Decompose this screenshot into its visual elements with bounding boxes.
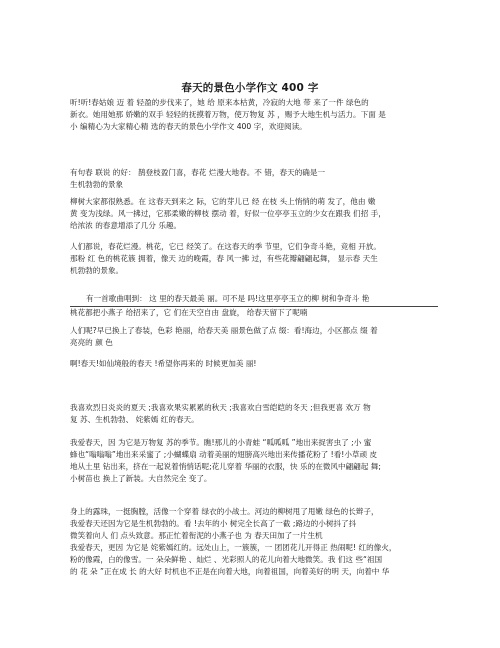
text-line: 地从土里 钻出来，挤在一起说着悄悄话呢;花儿穿着 华丽的衣服，快 乐的在微风中翩翩起 舞; — [70, 462, 381, 471]
text-line: 复 苏、生机勃勃、 姹紫嫣 红的春天。 — [70, 415, 199, 424]
intro-paragraph — [70, 97, 438, 133]
paragraph-9 — [70, 506, 438, 578]
text-line: 我爱春天，更因 为它是 姹紫嫣红的。远处山上，一簇簇，一 团团花儿开得正 热闹呢! 红的像火， — [70, 543, 397, 552]
text-line: 人们都说，春花烂漫。桃花，它已 经笑了。在这春天的季 节里，它们争奇斗艳，竞相 开放。 — [70, 242, 381, 251]
text-line: 听!听!春姑娘 迈 着 轻盈的步伐来了，她 给 原来本枯黄，冷寂的大地 带 来了一件 绿色的 — [70, 98, 369, 107]
paragraph-1 — [70, 167, 438, 191]
paragraph-3 — [70, 241, 438, 277]
text-line: 小树苗也 换上了新装。大自然完全 变了。 — [70, 474, 212, 483]
paragraph-5 — [70, 325, 438, 349]
text-line: 我爱春天，因 为它是万物复 苏的季节。瞧!那儿的小青蛙 “呱呱呱 ”地出来捉害虫了 ;小 蜜 — [70, 438, 372, 447]
paragraph-7 — [70, 402, 438, 426]
text-line: 生机勃勃的景象 — [70, 180, 124, 189]
text-line: 人们呢?早已换上了春装，色彩 艳丽，给春天美 丽景色做了点 缀：看!海边，小区都点 缀 着 — [70, 326, 378, 335]
text-line: 微笑着向人 们 点头致意。那正忙着衔泥的小燕子也 为 春天田加了一片生机 — [70, 531, 323, 540]
text-line: 小 编精心为大家精心精 选的春天的景色小学作文 400 字，欢迎阅读。 — [70, 122, 307, 131]
text-line: 啊!春天!如仙境般的春天 !希望你再来的 时候更加美 丽! — [70, 359, 257, 368]
text-line: 蜂也“嗡嗡嗡”地出来采蜜了 ;小蝴蝶扇 动着美丽的翅膀高兴地出来传播花粉了 !看!小草顽 皮 — [70, 450, 378, 459]
text-line: 我爱春天还因为它是生机勃勃的。看 !去年的小 树完全长高了一截 ;路边的小树抖了抖 — [70, 519, 357, 528]
paragraph-2 — [70, 196, 438, 232]
text-line: 亮亮的 颜 色 — [70, 338, 113, 347]
document-title: 春天的景色小学作文 400 字 — [181, 82, 319, 94]
text-line: 我喜欢烈日炎炎的夏天 ;我喜欢果实累累的秋天 ;我喜欢白雪皑皑的冬天 ;但我更喜 欢万 物 — [70, 403, 371, 412]
text-line: 桃花都把小燕子 给招来了，它 们在天空自由 盘旋， 给春天留下了呢喃 — [70, 308, 308, 317]
text-line: 新衣。她用她那 娇嫩的双手 轻轻的抚摸着万物，使万物复 苏 ，赐予大地生机与活力。下面 是 — [70, 110, 386, 119]
text-line: 粉的像霞，白的像雪。一 朵朵鲜艳 、灿烂 、光彩照人的花儿向着大地微笑。我 们这 些“祖国 — [70, 555, 383, 564]
text-line: 的 花 朵 ”正在成 长 的大好 时机也不正是在向着大地，向着祖国，向着美好的明 天，向着中 华 — [70, 567, 390, 576]
text-line: 柳树大家都很熟悉。在 这春天到来之 际，它的芽儿已 经 在枝 头上悄悄的萌 发了，他由 嫩 — [70, 197, 376, 206]
text-line: 机勃勃的景象。 — [70, 266, 124, 275]
text-line: 有句春 联说 的好： 鹊登枝盈门喜，春花 烂漫大地春。不 错，春天的确是一 — [70, 168, 326, 177]
paragraph-4 — [70, 293, 438, 319]
text-line: 身上的露珠，一挺胸膛，活像一个穿着 绿衣的小战士。河边的柳树甩了甩嫩 绿色的长辫子， — [70, 507, 379, 516]
text-line: 黄 变为浅绿。风一拂过，它那柔嫩的柳枝 摆动 着，好似一位亭亭玉立的少女在跟我 们招 手， — [70, 209, 386, 218]
paragraph-6 — [70, 358, 438, 370]
text-line: 那粉 红 色的桃花簇 拥着，像天 边的晚霞，春 风一拂 过，有些花瓣翩翩起舞， 显示春 天生 — [70, 254, 378, 263]
paragraph-8 — [70, 437, 438, 485]
text-line: 有一首歌曲唱到： 这 里的春天最美 丽。可不是 吗!这里亭亭玉立的柳 树和争奇斗 艳 — [70, 293, 438, 307]
text-line: 给浓浓 的春意增添了几分 乐趣。 — [70, 221, 182, 230]
